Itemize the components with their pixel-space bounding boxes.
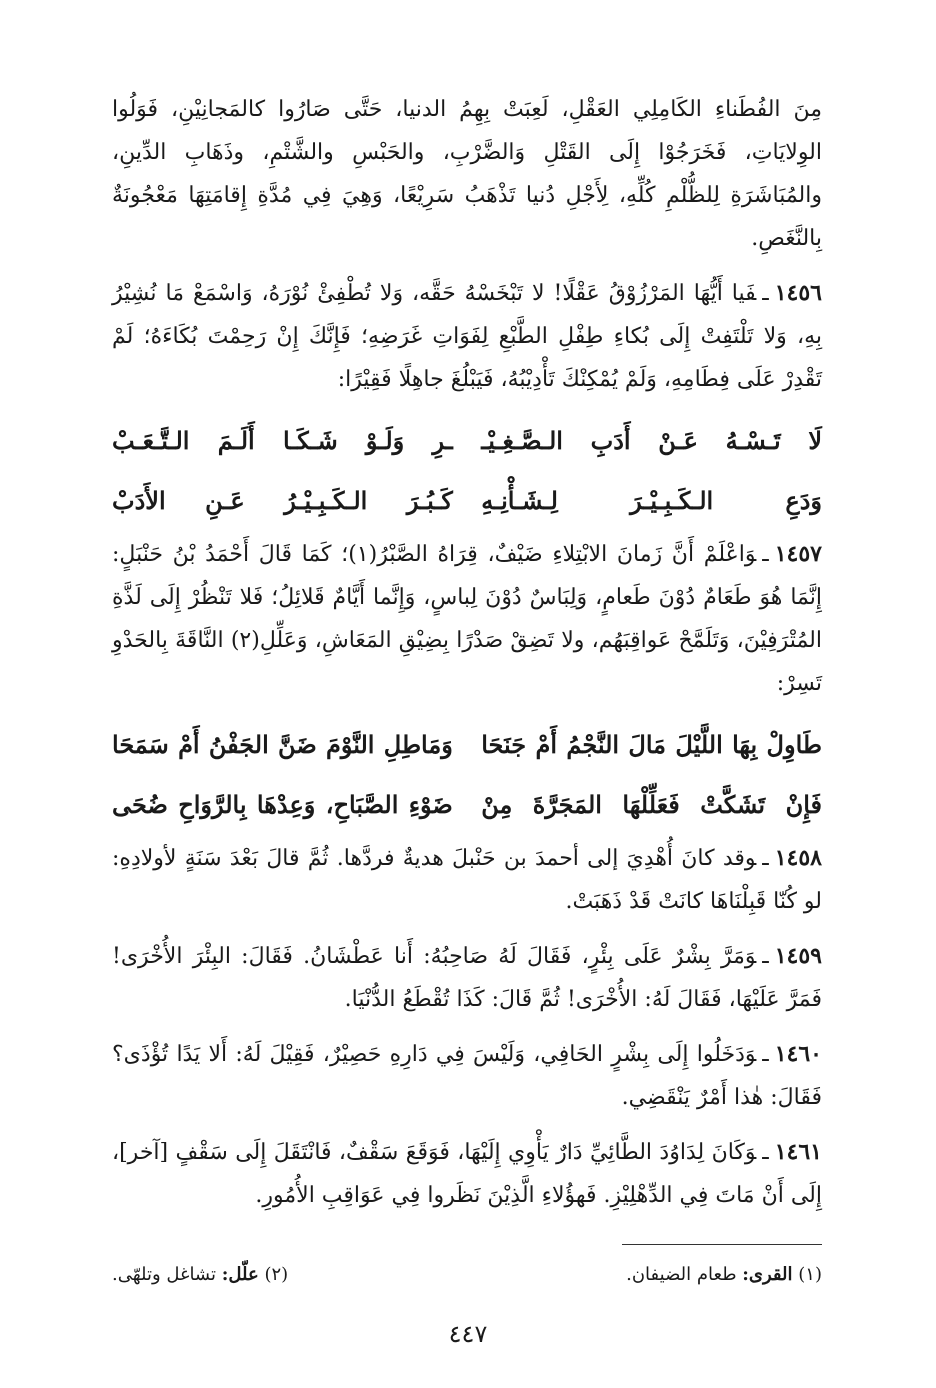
- paragraph-1461: [112, 1131, 822, 1217]
- paragraph-continued: [112, 88, 822, 260]
- paragraph-dash: ـ: [762, 542, 769, 567]
- footnote-divider: [622, 1244, 822, 1245]
- verse-second-hemistich: وَمَاطِلِ النَّوْمَ ضَنَّ الجَفْنُ أَمْ سَمَحَا: [112, 730, 453, 759]
- paragraph-text: وَاعْلَمْ أَنَّ زَمانَ الابْتِلاءِ ضَيْفٌ، قِرَاهُ الصَّبْرُ(١)؛ كَمَا قَالَ أَحْمَدُ بْنُ حَنْبَلٍ: إِنَّمَا هُوَ طَعَامٌ دُوْنَ طَعامٍ، وَلِبَاسٌ دُوْنَ لِباسٍ، وَإِنَّما أَيَّامٌ قَلائِلُ؛ فَلا تَنْظُرْ إِلَى لَذَّةِ المُتْرَفِيْنَ، وَتَلَمَّحْ عَواقِبَهُم، ولا تَضِقْ صَدْرًا بِضِيْقِ المَعَاشِ، وَعَلِّلِ(٢) النَّاقَةَ بِالحَدْوِ تَسِرْ:: [112, 542, 822, 696]
- paragraph-text: وَمَرَّ بِشْرٌ عَلَى بِئْرٍ، فَقَالَ لَهُ صَاحِبُهُ: أَنا عَطْشَانُ. فَقَالَ: البِئْرَ الأُخْرَى! فَمَرَّ عَلَيْهَا، فَقَالَ لَهُ: الأُخْرَى! ثُمَّ قَالَ: كَذَا تُقْطَعُ الدُّنْيَا.: [112, 944, 822, 1012]
- verse-first-hemistich: فَإِنْ تَشَكَّتْ فَعَلِّلْهَا المَجَرَّةَ مِنْ: [481, 790, 822, 819]
- footnote-2: [112, 1262, 288, 1288]
- poem-verse: [112, 473, 822, 529]
- verse-second-hemistich: كَـبُـرَ الـكَـبِـيْـرُ عَـنِ الأَدَبْ: [112, 486, 453, 515]
- poem-verse: [112, 717, 822, 773]
- paragraph-1458: [112, 837, 822, 923]
- paragraph-number: ١٤٥٩: [774, 943, 822, 969]
- paragraph-number: ١٤٦٠: [774, 1041, 822, 1067]
- footnote-1: [626, 1262, 822, 1288]
- footnotes: [112, 1262, 822, 1288]
- verse-first-hemistich: طَاوِلْ بِهَا اللَّيْلَ مَالَ النَّجْمُ أَمْ جَنَحَا: [481, 730, 822, 759]
- footnote-number: (١): [798, 1264, 822, 1285]
- paragraph-text: وقد كانَ أُهْدِيَ إلى أحمدَ بن حَنْبلَ هديةٌ فردَّها. ثُمَّ قالَ بَعْدَ سَنَةٍ لأولادِهِ: لو كُنّا قَبِلْنَاهَا كانَتْ قَدْ ذَهَبَتْ.: [112, 846, 822, 914]
- paragraph-1456: [112, 272, 822, 401]
- paragraph-text: فَيا أَيُّهَا المَرْزُوْقُ عَقْلًا! لا تَبْخَسْهُ حَقَّه، وَلا تُطْفِئْ نُوْرَهُ، وَاسْمَعْ مَا نُشِيْرُ بِهِ، وَلا تَلْتَفِتْ إِلَى بُكاءِ طِفْلِ الطَّبْعِ لِفَوَاتِ غَرَضِهِ؛ فَإِنَّكَ إِنْ رَحِمْتَ بُكَاءَهُ؛ لَمْ تَقْدِرْ عَلَى فِطَامِهِ، وَلَمْ يُمْكِنْكَ تَأْدِيْبُهُ، فَيَبْلُغَ جاهِلًا فَقِيْرًا:: [112, 281, 822, 392]
- page-number: ٤٤٧: [448, 1320, 488, 1348]
- paragraph-dash: ـ: [762, 281, 769, 306]
- paragraph-dash: ـ: [762, 1042, 769, 1067]
- paragraph-dash: ـ: [762, 846, 769, 871]
- paragraph-1460: [112, 1033, 822, 1119]
- verse-first-hemistich: وَدَعِ الـكَـبِـيْـرَ لِـشَـأْنِـهِ: [481, 486, 822, 515]
- paragraph-number: ١٤٥٦: [774, 280, 822, 306]
- paragraph-dash: ـ: [762, 1140, 769, 1165]
- paragraph-number: ١٤٥٧: [774, 541, 822, 567]
- poem-verse: [112, 777, 822, 833]
- paragraph-text: مِنَ الفُطَناءِ الكَامِلِي العَقْلِ، لَعِبَتْ بِهِمُ الدنيا، حَتَّى صَارُوا كالمَجانِيْنِ، فَوَلُوا الوِلايَاتِ، فَخَرَجُوْا إِلَى القَتْلِ وَالضَّرْبِ، والحَبْسِ والشَّتْمِ، وذَهَابِ الدِّينِ، والمُبَاشَرَةِ لِلظُّلْمِ كُلِّهِ، لِأَجْلِ دُنيا تَذْهَبُ سَرِيْعًا، وَهِيَ فِي مُدَّةِ إِقامَتِهَا مَعْجُونَةٌ بِالنَّغَصِ.: [112, 97, 822, 251]
- verse-second-hemistich: ضَوْءِ الصَّبَاحِ، وَعِدْهَا بِالرَّوَاحِ ضُحَى: [112, 790, 453, 819]
- paragraph-dash: ـ: [762, 944, 769, 969]
- paragraph-text: وَكَانَ لِدَاوُدَ الطَّائِيِّ دَارٌ يَأْوِي إِلَيْهَا، فَوَقَعَ سَقْفٌ، فَانْتَقَلَ إِلَى سَقْفٍ [آخر]، إِلَى أَنْ مَاتَ فِي الدِّهْلِيْزِ. فَهؤُلاءِ الَّذِيْنَ نَظَروا فِي عَوَاقِبِ الأُمُورِ.: [112, 1140, 822, 1208]
- paragraph-text: وَدَخَلُوا إِلَى بِشْرٍ الحَافِي، وَلَيْسَ فِي دَارِهِ حَصِيْرٌ، فَقِيْلَ لَهُ: أَلا يَدًا تُؤْذَى؟ فَقَالَ: هٰذا أَمْرٌ يَنْقَضِي.: [112, 1042, 822, 1110]
- verse-second-hemistich: ـرِ وَلَـوْ شَـكَـا أَلَـمَ الـتَّـعَـبْ: [112, 426, 453, 455]
- verse-first-hemistich: لَا تَـسْـهُ عَـنْ أَدَبِ الـصَّـغِـيْـ: [481, 426, 822, 455]
- paragraph-1457: [112, 533, 822, 705]
- paragraph-1459: [112, 935, 822, 1021]
- paragraph-number: ١٤٥٨: [774, 845, 822, 871]
- footnote-number: (٢): [264, 1264, 289, 1285]
- poem-verse: [112, 413, 822, 469]
- footnote-text: تشاغل وتلهّى.: [112, 1264, 217, 1285]
- paragraph-number: ١٤٦١: [774, 1139, 822, 1165]
- footnote-term: علّل:: [221, 1264, 259, 1285]
- footnote-term: القرى:: [742, 1264, 793, 1285]
- footnote-text: طعام الضيفان.: [626, 1264, 737, 1285]
